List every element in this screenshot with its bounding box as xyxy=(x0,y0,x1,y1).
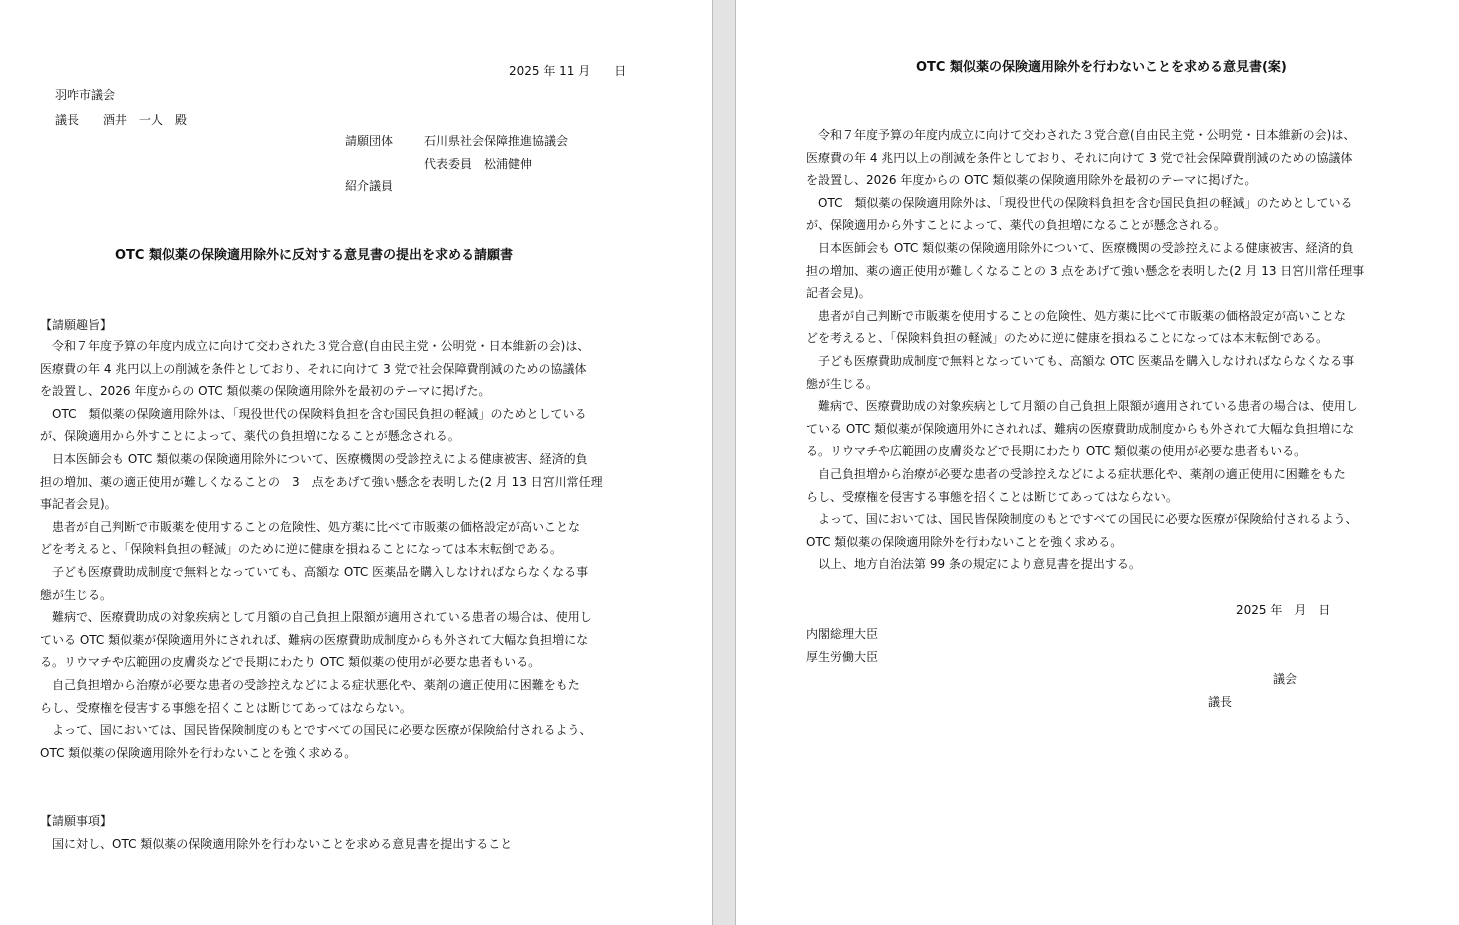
text-line: 態が生じる。 xyxy=(40,587,113,602)
addressee-chair: 議長 酒井 一人 殿 xyxy=(55,113,188,127)
text-line: らし、受療権を侵害する事態を招くことは断じてあってはならない。 xyxy=(806,489,1178,504)
text-line: 担の増加、薬の適正使用が難しくなることの 3 点をあげて強い懸念を表明した(2 月 13 日宮川常任理 xyxy=(40,474,603,489)
text-line: OTC 類似薬の保険適用除外を行わないことを強く求める。 xyxy=(806,534,1123,549)
text-line: どを考えると、「保険料負担の軽減」のために逆に健康を損ねることになっては本末転倒である。 xyxy=(806,331,1329,346)
text-line: よって、国においては、国民皆保険制度のもとですべての国民に必要な医療が保険給付されるよう、 xyxy=(40,723,592,738)
text-line: 以上、地方自治法第 99 条の規定により意見書を提出する。 xyxy=(806,557,1141,572)
text-line: ている OTC 類似薬が保険適用外にされれば、難病の医療費助成制度からも外されて大幅な負担増にな xyxy=(806,421,1355,436)
page-gap xyxy=(712,0,736,925)
document-page-right xyxy=(736,0,1459,925)
text-line: らし、受療権を侵害する事態を招くことは断じてあってはならない。 xyxy=(40,700,412,715)
petition-title: OTC 類似薬の保険適用除外に反対する意見書の提出を求める請願書 xyxy=(115,248,513,263)
text-line: が、保険適用から外すことによって、薬代の負担増になることが懸念される。 xyxy=(40,429,460,444)
text-line: が、保険適用から外すことによって、薬代の負担増になることが懸念される。 xyxy=(806,218,1226,233)
text-line: 医療費の年 4 兆円以上の削減を条件としており、それに向けて 3 党で社会保障費削減のための協議体 xyxy=(40,361,587,376)
text-line: る。リウマチや広範囲の皮膚炎などで長期にわたり OTC 類似薬の使用が必要な患者もいる。 xyxy=(806,444,1307,459)
text-line: OTC 類似薬の保険適用除外は、「現役世代の保険料負担を含む国民負担の軽減」のためとしている xyxy=(806,195,1353,210)
text-line: OTC 類似薬の保険適用除外は、「現役世代の保険料負担を含む国民負担の軽減」のためとしている xyxy=(40,406,587,421)
request-line: 国に対し、OTC 類似薬の保険適用除外を行わないことを求める意見書を提出すること xyxy=(40,837,513,851)
introducer-label: 紹介議員 xyxy=(345,179,394,193)
text-line: 自己負担増から治療が必要な患者の受診控えなどによる症状悪化や、薬剤の適正使用に困難をもた xyxy=(40,677,580,692)
sender-chair: 議長 xyxy=(1208,695,1233,709)
petition-date: 2025 年 11 月 日 xyxy=(509,64,627,78)
text-line: よって、国においては、国民皆保険制度のもとですべての国民に必要な医療が保険給付されるよう、 xyxy=(806,512,1358,527)
text-line: 難病で、医療費助成の対象疾病として月額の自己負担上限額が適用されている患者の場合は、使用し xyxy=(40,610,592,625)
text-line: どを考えると、「保険料負担の軽減」のために逆に健康を損ねることになっては本末転倒である。 xyxy=(40,542,563,557)
text-line: 事記者会見)。 xyxy=(40,497,117,512)
text-line: 令和７年度予算の年度内成立に向けて交わされた３党合意(自由民主党・公明党・日本維新の会)は、 xyxy=(40,339,590,353)
sender-council: 議会 xyxy=(1273,672,1298,686)
text-line: 難病で、医療費助成の対象疾病として月額の自己負担上限額が適用されている患者の場合は、使用し xyxy=(806,399,1358,414)
text-line: 医療費の年 4 兆円以上の削減を条件としており、それに向けて 3 党で社会保障費削減のための協議体 xyxy=(806,150,1353,165)
text-line: 患者が自己判断で市販薬を使用することの危険性、処方薬に比べて市販薬の価格設定が高いことな xyxy=(806,308,1347,323)
purpose-heading: 【請願趣旨】 xyxy=(40,318,113,332)
text-line: 日本医師会も OTC 類似薬の保険適用除外について、医療機関の受診控えによる健康被害、経済的負 xyxy=(40,451,588,466)
document-page-left xyxy=(0,0,712,925)
text-line: を設置し、2026 年度からの OTC 類似薬の保険適用除外を最初のテーマに掲げた。 xyxy=(806,173,1257,188)
opinion-title: OTC 類似薬の保険適用除外を行わないことを求める意見書(案) xyxy=(916,60,1287,75)
text-line: 令和７年度予算の年度内成立に向けて交わされた３党合意(自由民主党・公明党・日本維新の会)は、 xyxy=(806,128,1356,142)
text-line: 日本医師会も OTC 類似薬の保険適用除外について、医療機関の受診控えによる健康被害、経済的負 xyxy=(806,240,1354,255)
text-line: OTC 類似薬の保険適用除外を行わないことを強く求める。 xyxy=(40,745,357,760)
text-line: 記者会見)。 xyxy=(806,286,871,301)
text-line: る。リウマチや広範囲の皮膚炎などで長期にわたり OTC 類似薬の使用が必要な患者もいる。 xyxy=(40,655,541,670)
text-line: ている OTC 類似薬が保険適用外にされれば、難病の医療費助成制度からも外されて大幅な負担増にな xyxy=(40,632,589,647)
petitioner-representative: 代表委員 松浦健伸 xyxy=(424,157,533,171)
opinion-date: 2025 年 月 日 xyxy=(1236,603,1331,617)
request-heading: 【請願事項】 xyxy=(40,814,113,828)
text-line: 患者が自己判断で市販薬を使用することの危険性、処方薬に比べて市販薬の価格設定が高いことな xyxy=(40,519,581,534)
text-line: 子ども医療費助成制度で無料となっていても、高額な OTC 医薬品を購入しなければならなくなる事 xyxy=(806,353,1355,368)
recipient-health-minister: 厚生労働大臣 xyxy=(806,650,879,664)
text-line: 担の増加、薬の適正使用が難しくなることの 3 点をあげて強い懸念を表明した(2 月 13 日宮川常任理事 xyxy=(806,263,1365,278)
text-line: 子ども医療費助成制度で無料となっていても、高額な OTC 医薬品を購入しなければならなくなる事 xyxy=(40,564,589,579)
text-line: 態が生じる。 xyxy=(806,376,879,391)
text-line: を設置し、2026 年度からの OTC 類似薬の保険適用除外を最初のテーマに掲げた。 xyxy=(40,384,491,399)
recipient-prime-minister: 内閣総理大臣 xyxy=(806,627,879,641)
petitioner-label: 請願団体 xyxy=(345,134,394,148)
purpose-paragraphs xyxy=(40,335,603,764)
text-line: 自己負担増から治療が必要な患者の受診控えなどによる症状悪化や、薬剤の適正使用に困難をもた xyxy=(806,466,1346,481)
opinion-body xyxy=(806,124,1364,576)
addressee-council: 羽咋市議会 xyxy=(55,88,116,102)
petitioner-org: 石川県社会保障推進協議会 xyxy=(424,134,569,148)
